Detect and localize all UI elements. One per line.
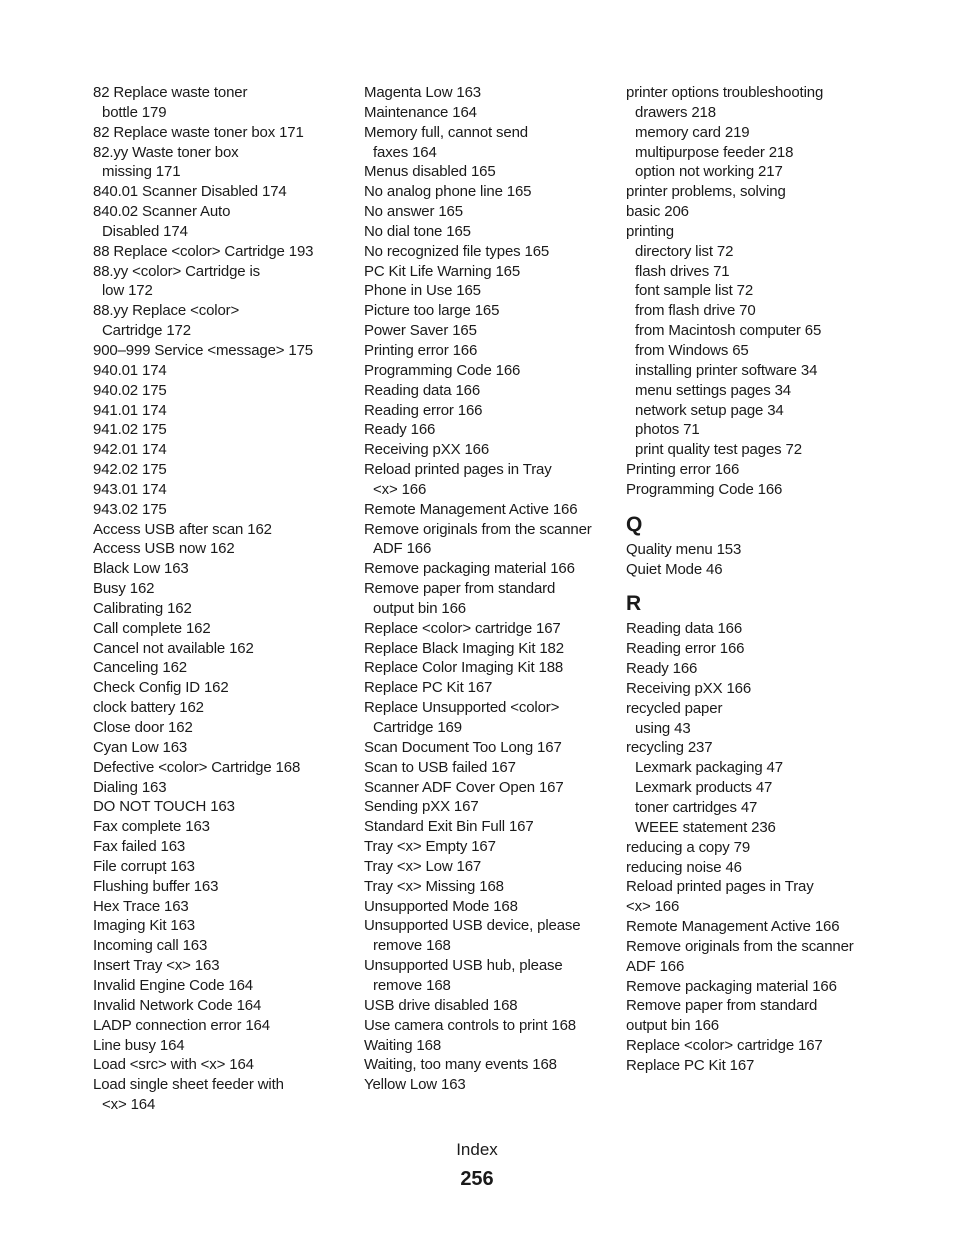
index-entry: Use camera controls to print 168 — [364, 1016, 576, 1034]
index-entry: Access USB after scan 162 — [93, 520, 272, 538]
index-entry: Replace <color> cartridge 167 — [626, 1037, 823, 1055]
index-subentry: ADF 166 — [373, 540, 432, 558]
index-subentry: <x> 164 — [102, 1096, 156, 1114]
index-entry: Tray <x> Empty 167 — [364, 838, 496, 856]
index-entry: Replace PC Kit 167 — [364, 679, 493, 697]
index-subentry: installing printer software 34 — [635, 361, 818, 379]
index-entry: printing — [626, 222, 674, 240]
index-entry: Call complete 162 — [93, 619, 211, 637]
index-subentry: low 172 — [102, 282, 153, 300]
index-entry: Remove packaging material 166 — [626, 977, 837, 995]
index-entry: Receiving pXX 166 — [364, 441, 490, 459]
index-entry: Check Config ID 162 — [93, 679, 229, 697]
index-entry: Busy 162 — [93, 580, 155, 598]
index-entry: Ready 166 — [364, 421, 436, 439]
index-entry: Insert Tray <x> 163 — [93, 957, 220, 975]
index-entry: Remove packaging material 166 — [364, 560, 575, 578]
index-entry: Replace Color Imaging Kit 188 — [364, 659, 564, 677]
index-subentry: network setup page 34 — [635, 401, 784, 419]
index-entry: 840.02 Scanner Auto — [93, 203, 231, 221]
index-subentry: multipurpose feeder 218 — [635, 143, 794, 161]
index-subentry: directory list 72 — [635, 242, 734, 260]
index-entry: Power Saver 165 — [364, 322, 477, 340]
index-subentry: flash drives 71 — [635, 262, 730, 280]
index-entry: recycled paper — [626, 699, 723, 717]
index-subentry: from Macintosh computer 65 — [635, 322, 822, 340]
index-entry: 88 Replace <color> Cartridge 193 — [93, 242, 314, 260]
index-entry: Receiving pXX 166 — [626, 679, 752, 697]
index-subentry: Cartridge 172 — [102, 322, 191, 340]
index-entry: Invalid Network Code 164 — [93, 996, 262, 1014]
index-entry: Menus disabled 165 — [364, 163, 496, 181]
index-entry: output bin 166 — [626, 1017, 719, 1035]
index-subentry: option not working 217 — [635, 163, 783, 181]
index-entry: 840.01 Scanner Disabled 174 — [93, 183, 287, 201]
index-subentry: WEEE statement 236 — [635, 818, 776, 836]
index-subentry: remove 168 — [373, 937, 451, 955]
footer-section-label: Index — [456, 1140, 498, 1159]
index-entry: Reading error 166 — [364, 401, 483, 419]
index-entry: 942.01 174 — [93, 441, 167, 459]
index-entry: Remove originals from the scanner — [364, 520, 592, 538]
index-entry: Picture too large 165 — [364, 302, 500, 320]
index-entry: Dialing 163 — [93, 778, 167, 796]
index-entry: Replace PC Kit 167 — [626, 1056, 755, 1074]
index-entry: <x> 166 — [626, 898, 680, 916]
index-entry: Waiting 168 — [364, 1036, 442, 1054]
index-entry: Unsupported USB hub, please — [364, 957, 563, 975]
index-entry: 88.yy <color> Cartridge is — [93, 262, 261, 280]
index-entry: Tray <x> Low 167 — [364, 857, 482, 875]
index-entry: Canceling 162 — [93, 659, 187, 677]
index-subentry: memory card 219 — [635, 123, 750, 141]
index-entry: Invalid Engine Code 164 — [93, 976, 254, 994]
index-entry: Fax complete 163 — [93, 818, 210, 836]
index-entry: No dial tone 165 — [364, 222, 471, 240]
index-entry: Reload printed pages in Tray — [364, 461, 552, 479]
index-entry: USB drive disabled 168 — [364, 996, 518, 1014]
index-subentry: bottle 179 — [102, 103, 167, 121]
index-entry: printer problems, solving — [626, 183, 786, 201]
index-entry: Phone in Use 165 — [364, 282, 481, 300]
index-entry: reducing noise 46 — [626, 858, 742, 876]
index-entry: 941.02 175 — [93, 421, 167, 439]
index-entry: 82 Replace waste toner — [93, 84, 248, 101]
index-entry: reducing a copy 79 — [626, 838, 751, 856]
index-entry: Remote Management Active 166 — [626, 918, 840, 936]
index-entry: Scan to USB failed 167 — [364, 758, 516, 776]
index-letter-heading: R — [626, 592, 642, 616]
index-subentry: menu settings pages 34 — [635, 381, 791, 399]
index-subentry: <x> 166 — [373, 480, 427, 498]
index-entry: Quiet Mode 46 — [626, 560, 723, 578]
index-subentry: toner cartridges 47 — [635, 799, 758, 816]
index-subentry: print quality test pages 72 — [635, 441, 802, 459]
index-entry: Scanner ADF Cover Open 167 — [364, 778, 564, 796]
index-entry: DO NOT TOUCH 163 — [93, 798, 235, 816]
index-entry: Quality menu 153 — [626, 540, 742, 558]
index-entry: 942.02 175 — [93, 461, 167, 479]
index-subentry: output bin 166 — [373, 599, 466, 617]
index-entry: Unsupported USB device, please — [364, 917, 581, 935]
index-entry: 943.02 175 — [93, 500, 167, 518]
index-entry: Imaging Kit 163 — [93, 917, 195, 935]
index-entry: Remote Management Active 166 — [364, 500, 578, 518]
page-number: 256 — [460, 1168, 494, 1190]
index-column-1 — [93, 83, 355, 1115]
index-entry: No answer 165 — [364, 203, 463, 221]
index-entry: Memory full, cannot send — [364, 123, 528, 141]
index-entry: Remove originals from the scanner — [626, 937, 854, 955]
index-entry: Cancel not available 162 — [93, 639, 254, 657]
index-entry: Waiting, too many events 168 — [364, 1056, 557, 1074]
index-subentry: Disabled 174 — [102, 222, 188, 240]
index-entry: 941.01 174 — [93, 401, 167, 419]
index-entry: Load <src> with <x> 164 — [93, 1056, 254, 1074]
index-subentry: drawers 218 — [635, 103, 716, 121]
index-subentry: photos 71 — [635, 421, 700, 439]
index-subentry: from flash drive 70 — [635, 302, 756, 320]
index-entry: File corrupt 163 — [93, 857, 195, 875]
index-entry: No recognized file types 165 — [364, 242, 550, 260]
index-entry: PC Kit Life Warning 165 — [364, 262, 521, 280]
index-entry: Reload printed pages in Tray — [626, 878, 814, 896]
index-entry: Sending pXX 167 — [364, 798, 479, 816]
index-entry: 88.yy Replace <color> — [93, 302, 240, 320]
index-entry: Access USB now 162 — [93, 540, 235, 558]
index-entry: Programming Code 166 — [626, 480, 783, 498]
index-entry: Printing error 166 — [364, 341, 478, 359]
index-entry: Standard Exit Bin Full 167 — [364, 818, 534, 836]
index-entry: Ready 166 — [626, 660, 698, 678]
index-entry: Replace Unsupported <color> — [364, 699, 560, 717]
index-column-2 — [364, 83, 618, 1095]
index-entry: Calibrating 162 — [93, 599, 192, 617]
index-column-3 — [626, 83, 886, 1076]
index-entry: Yellow Low 163 — [364, 1076, 466, 1094]
index-entry: basic 206 — [626, 203, 689, 221]
index-entry: Black Low 163 — [93, 560, 189, 578]
index-entry: recycling 237 — [626, 739, 713, 757]
index-subentry: Lexmark products 47 — [635, 779, 773, 797]
index-entry: 900–999 Service <message> 175 — [93, 341, 313, 359]
index-entry: Cyan Low 163 — [93, 738, 188, 756]
index-entry: 943.01 174 — [93, 480, 167, 498]
index-subentry: using 43 — [635, 719, 691, 737]
index-entry: Tray <x> Missing 168 — [364, 877, 504, 895]
index-entry: Scan Document Too Long 167 — [364, 738, 562, 756]
index-entry: Load single sheet feeder with — [93, 1076, 284, 1094]
index-letter-heading: Q — [626, 512, 643, 536]
index-entry: 82.yy Waste toner box — [93, 143, 239, 161]
index-entry: Flushing buffer 163 — [93, 877, 219, 895]
index-entry: clock battery 162 — [93, 699, 204, 717]
index-entry: LADP connection error 164 — [93, 1016, 270, 1034]
index-entry: Reading data 166 — [626, 620, 743, 638]
index-entry: Line busy 164 — [93, 1036, 185, 1054]
index-entry: Programming Code 166 — [364, 361, 521, 379]
index-entry: Fax failed 163 — [93, 838, 186, 856]
index-entry: Replace Black Imaging Kit 182 — [364, 639, 564, 657]
index-entry: Close door 162 — [93, 719, 193, 736]
index-subentry: faxes 164 — [373, 143, 437, 161]
index-subentry: font sample list 72 — [635, 282, 754, 300]
index-entry: Incoming call 163 — [93, 937, 208, 955]
index-subentry: Lexmark packaging 47 — [635, 759, 783, 777]
index-subentry: remove 168 — [373, 976, 451, 994]
index-entry: Replace <color> cartridge 167 — [364, 619, 561, 637]
index-subentry: from Windows 65 — [635, 341, 749, 359]
index-entry: 82 Replace waste toner box 171 — [93, 123, 304, 141]
index-entry: Printing error 166 — [626, 461, 740, 479]
index-entry: 940.01 174 — [93, 361, 167, 379]
index-subentry: Cartridge 169 — [373, 719, 462, 736]
index-entry: Reading error 166 — [626, 640, 745, 658]
index-entry: Magenta Low 163 — [364, 84, 482, 101]
index-entry: printer options troubleshooting — [626, 84, 824, 101]
index-entry: Unsupported Mode 168 — [364, 897, 518, 915]
index-entry: No analog phone line 165 — [364, 183, 532, 201]
index-entry: Hex Trace 163 — [93, 897, 189, 915]
index-entry: ADF 166 — [626, 957, 685, 975]
index-entry: Remove paper from standard — [364, 580, 556, 598]
index-entry: 940.02 175 — [93, 381, 167, 399]
index-entry: Reading data 166 — [364, 381, 481, 399]
index-entry: Defective <color> Cartridge 168 — [93, 758, 301, 776]
index-subentry: missing 171 — [102, 163, 181, 181]
index-entry: Maintenance 164 — [364, 103, 477, 121]
index-entry: Remove paper from standard — [626, 997, 818, 1015]
